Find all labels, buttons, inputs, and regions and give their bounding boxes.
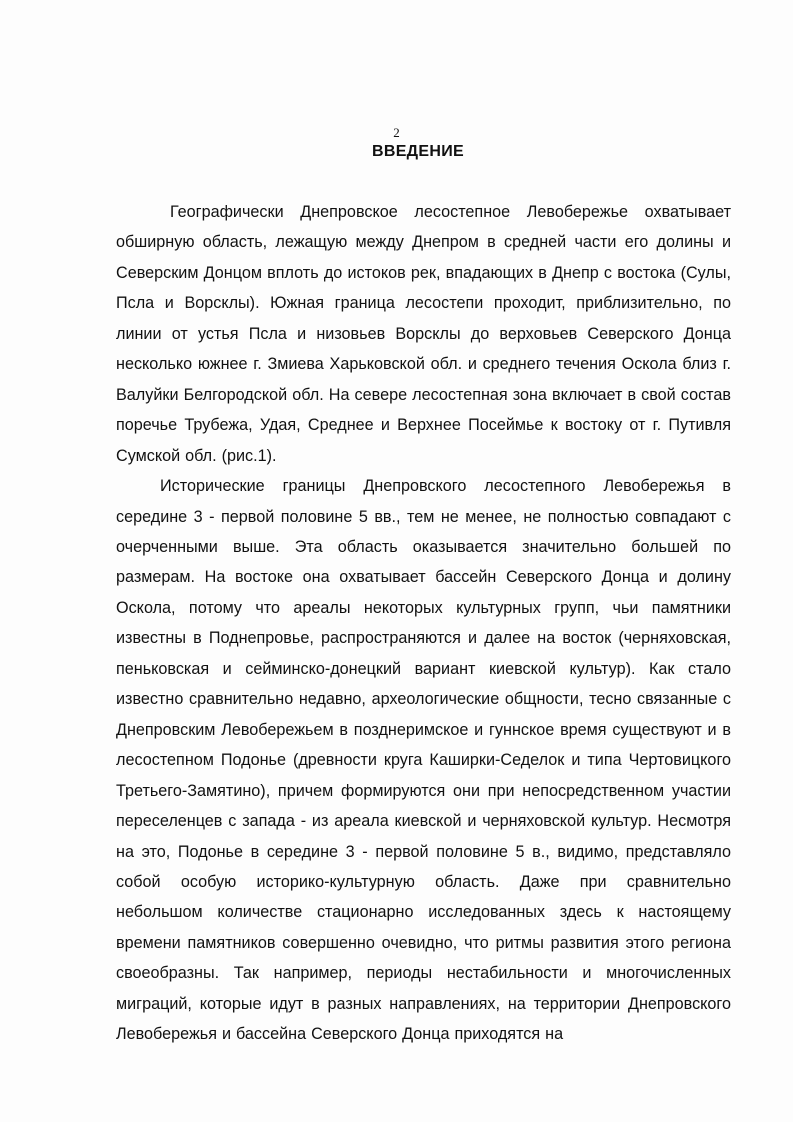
paragraph-1: Географически Днепровское лесостепное Левобережье охватывает обширную область, лежащую между Днепром в средней части его долины и Северским Донцом вплоть до истоков рек, впадающих в Днепр с востока (Сулы, Псла и Ворсклы). Южная граница лесостепи проходит, приблизительно, по линии от устья Псла и низовьев Ворсклы до верховьев Северского Донца несколько южнее г. Змиева Харьковской обл. и среднего течения Оскола близ г. Валуйки Белгородской обл. На севере лесостепная зона включает в свой состав поречье Трубежа, Удая, Среднее и Верхнее Посеймье к востоку от г. Путивля Сумской обл. (рис.1). — [116, 203, 731, 465]
section-heading: ВВЕДЕНИЕ — [372, 143, 464, 160]
body-text — [116, 197, 731, 1050]
page-number: 2 — [393, 125, 400, 140]
paragraph-2: Исторические границы Днепровского лесостепного Левобережья в середине 3 - первой половине 5 вв., тем не менее, не полностью совпадают с очерченными выше. Эта область оказывается значительно большей по размерам. На востоке она охватывает бассейн Северского Донца и долину Оскола, потому что ареалы некоторых культурных групп, чьи памятники известны в Поднепровье, распространяются и далее на восток (черняховская, пеньковская и сейминско-донецкий вариант киевской культур). Как стало известно сравнительно недавно, археологические общности, тесно связанные с Днепровским Левобережьем в позднеримское и гуннское время существуют и в лесостепном Подонье (древности круга Каширки-Седелок и типа Чертовицкого Третьего-Замятино), причем формируются они при непосредственном участии переселенцев с запада - из ареала киевской и черняховской культур. Несмотря на это, Подонье в середине 3 - первой половине 5 в., видимо, представляло собой особую историко-культурную область. Даже при сравнительно небольшом количестве стационарно исследованных здесь к настоящему времени памятников совершенно очевидно, что ритмы развития этого региона своеобразны. Так например, периоды нестабильности и многочисленных миграций, которые идут в разных направлениях, на территории Днепровского Левобережья и бассейна Северского Донца приходятся на — [116, 477, 731, 1044]
